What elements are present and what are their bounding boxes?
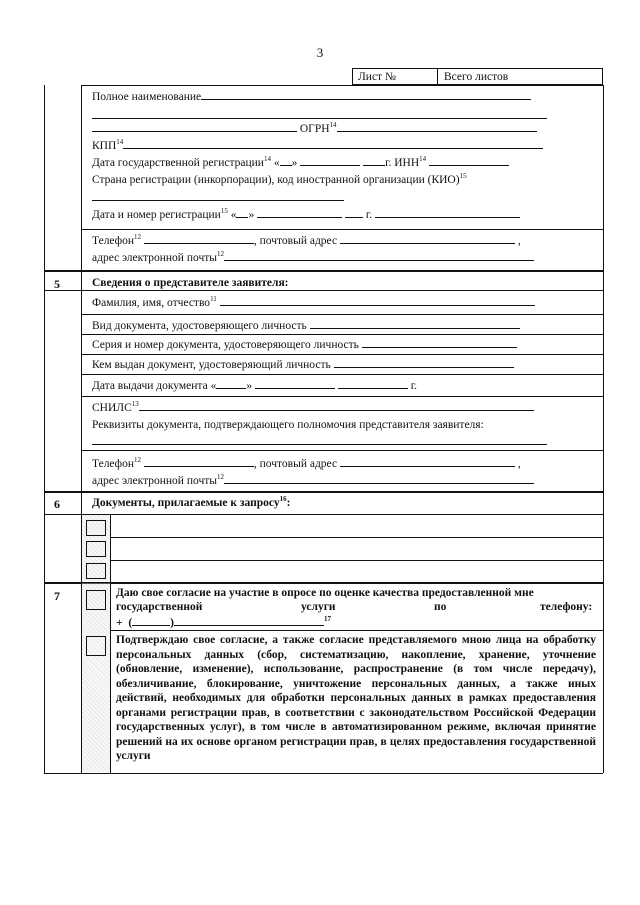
rep-email-field: адрес электронной почты$^{12}$ [92,473,534,488]
section6-number: 6 [54,497,60,511]
rep-authority-line[interactable] [92,444,547,445]
rep-fio-field: Фамилия, имя, отчество$^{11}$ [92,295,535,310]
attachment-checkbox-3[interactable] [86,563,106,579]
org-email-field: адрес электронной почты$^{12}$ [92,250,534,265]
table-top-border [81,85,603,86]
row-divider [81,374,603,375]
survey-w1: государственной [116,601,203,613]
reg-number-field: Дата и номер регистрации$^{15}$ « » г. [92,207,520,222]
country-kio-label: Страна регистрации (инкорпорации), код иностранной организации (КИО)$^{15}$ [92,172,467,186]
survey-w2: услуги [301,601,336,613]
table-right-border [603,85,604,773]
row-divider [81,334,603,335]
rep-issued-by-field: Кем выдан документ, удостоверяющий личность [92,357,514,372]
section5-title-divider [44,290,603,291]
pd-consent-text: Подтверждаю свое согласие, а также согласие представляемого мною лица на обработку персональных данных (сбор, систематизацию, накопление, хранение, уточнение (обновление, изменение), использование, распространение (в том числе передачу), обезличивание, блокирование, уничтожение персональных данных, а также иных действий, необходимых для обработки персональных данных в рамках предоставления органами регистрации прав, в соответствии с законодательством Российской Федерации государственных услуг), в том числе в автоматизированном режиме, включая принятие решений на их основе органом регистрации прав, в целях предоставления государственной услуги [116,634,596,762]
survey-consent-line1: Даю свое согласие на участие в опросе по оценке качества предоставленной мне [116,587,534,599]
attachment-row-line-2[interactable] [110,560,603,561]
section6-title-divider [44,514,603,515]
rep-contact-divider [81,450,603,451]
survey-phone-field: + ( ) $^{17}$ [116,615,331,629]
row-divider [81,396,603,397]
section7-top [44,582,603,584]
rep-authority-label: Реквизиты документа, подтверждающего полномочия представителя заявителя: [92,419,484,431]
section5-number: 5 [54,277,60,291]
row-divider [81,354,603,355]
country-line[interactable] [92,200,344,201]
attachment-checkbox-1[interactable] [86,520,106,536]
section5-title: Сведения о представителе заявителя: [92,277,289,289]
org-phone-field: Телефон$^{12}$ , почтовый адрес , [92,233,521,247]
org-full-name-label: Полное наименование [92,89,531,104]
attachment-checkbox-2[interactable] [86,541,106,557]
row-divider [81,314,603,315]
total-sheets-label: Всего листов [444,71,509,83]
page-number: 3 [316,45,324,60]
survey-w4: телефону: [540,601,593,613]
rep-snils-field: СНИЛС$^{13}$ [92,400,534,415]
section5-top [44,270,603,272]
org-name-line[interactable] [92,118,547,119]
survey-w3: по [434,601,447,613]
section7-number: 7 [54,589,60,603]
section7-checkbox-col [110,582,111,773]
rep-doc-type-field: Вид документа, удостоверяющего личность [92,318,520,333]
rep-doc-series-field: Серия и номер документа, удостоверяющего личность [92,337,517,352]
consent-divider [110,630,603,631]
table-left-border [44,85,45,773]
kpp-field: КПП$^{14}$ [92,138,543,153]
rep-phone-field: Телефон$^{12}$ , почтовый адрес , [92,456,521,470]
table-bottom-border [44,773,603,774]
sheet-label: Лист № [358,71,396,83]
survey-consent-checkbox[interactable] [86,590,106,610]
section7-shade [82,583,110,772]
org-contact-divider [81,229,603,230]
ogrn-field: ОГРН$^{14}$ [92,121,537,136]
section6-top [44,491,603,493]
rep-issue-date-field: Дата выдачи документа « » г. [92,380,417,392]
section6-title: Документы, прилагаемые к запросу$^{16}$: [92,495,291,509]
attachment-row-line-1[interactable] [110,537,603,538]
pd-consent-checkbox[interactable] [86,636,106,656]
reg-date-field: Дата государственной регистрации$^{14}$ « » г. ИНН$^{14}$ [92,155,509,170]
section6-checkbox-col [110,514,111,582]
